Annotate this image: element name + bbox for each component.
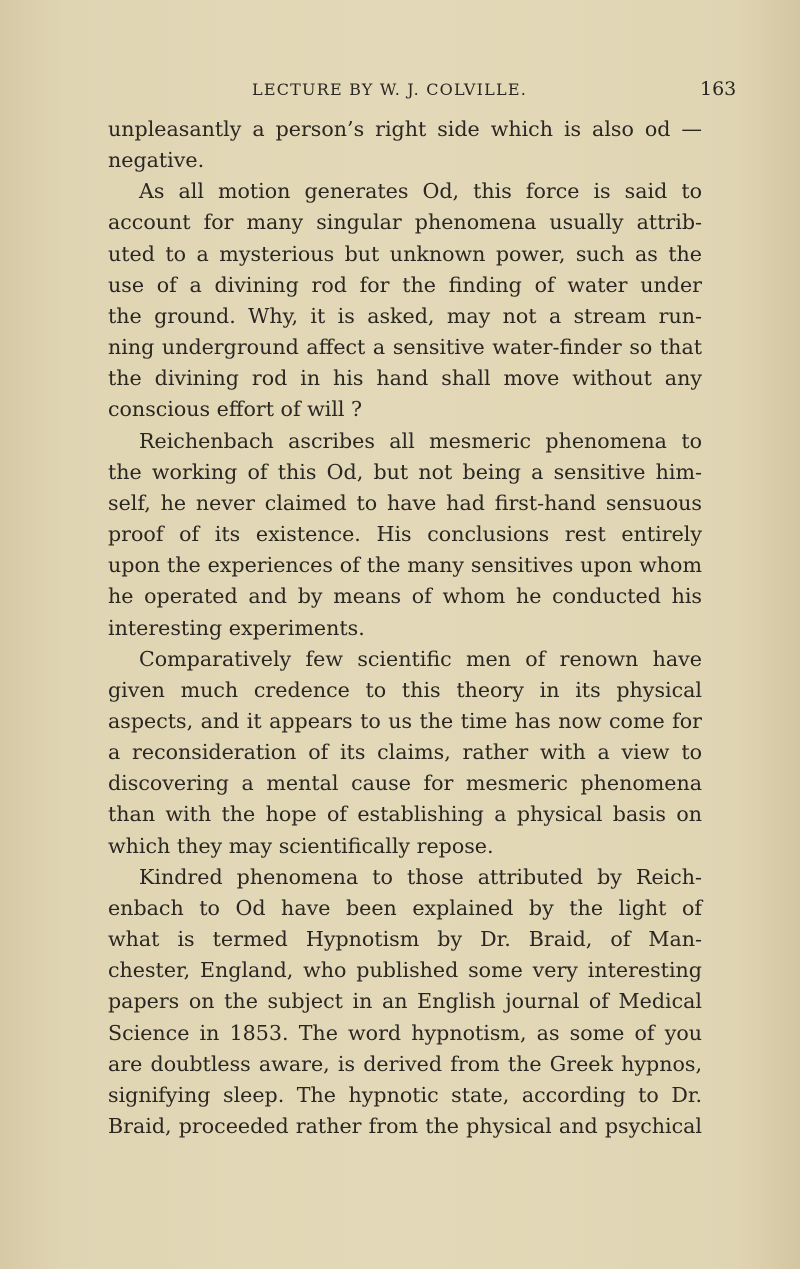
text-line: uted to a mysterious but unknown power, such as the xyxy=(108,241,702,266)
text-line: use of a divining rod for the finding of water under xyxy=(108,272,702,297)
text-line: are doubtless aware, is derived from the Greek hypnos, xyxy=(108,1051,702,1076)
text-line: papers on the subject in an English journal of Medical xyxy=(108,989,702,1014)
text-line: given much credence to this theory in its physical xyxy=(108,677,702,702)
text-line: Kindred phenomena to those attributed by Reich- xyxy=(139,864,702,889)
text-line: Reichenbach ascribes all mesmeric phenomena to xyxy=(139,428,702,453)
text-line: which they may scientifically repose. xyxy=(108,833,494,858)
text-line: account for many singular phenomena usually attrib- xyxy=(108,210,702,235)
text-line: the working of this Od, but not being a sensitive him- xyxy=(108,459,702,484)
text-line: Science in 1853. The word hypnotism, as some of you xyxy=(108,1020,702,1045)
text-line: conscious effort of will ? xyxy=(108,397,363,422)
text-line: enbach to Od have been explained by the light of xyxy=(108,895,702,920)
text-line: interesting experiments. xyxy=(108,615,365,640)
text-line: the divining rod in his hand shall move without any xyxy=(108,366,702,391)
text-line: chester, England, who published some very interesting xyxy=(108,958,702,983)
text-line: ning underground affect a sensitive water-finder so that xyxy=(108,335,702,360)
text-line: negative. xyxy=(108,148,205,173)
text-line: a reconsideration of its claims, rather with a view to xyxy=(108,740,702,765)
text-line: unpleasantly a person’s right side which is also od — xyxy=(108,117,702,141)
text-line: self, he never claimed to have had first-hand sensuous xyxy=(108,490,702,515)
text-line: aspects, and it appears to us the time has now come for xyxy=(108,708,702,733)
text-line: proof of its existence. His conclusions rest entirely xyxy=(108,522,702,547)
text-line: signifying sleep. The hypnotic state, according to Dr. xyxy=(108,1082,702,1107)
text-line: As all motion generates Od, this force is said to xyxy=(139,179,702,204)
text-line: the ground. Why, it is asked, may not a stream run- xyxy=(108,303,702,328)
page-number: 163 xyxy=(700,78,737,100)
text-line: than with the hope of establishing a physical basis on xyxy=(108,802,702,827)
text-line: Braid, proceeded rather from the physical and psychical xyxy=(108,1114,702,1138)
running-head: LECTURE BY W. J. COLVILLE. xyxy=(252,80,527,99)
text-line: Comparatively few scientific men of renown have xyxy=(139,646,702,671)
text-line: what is termed Hypnotism by Dr. Braid, of Man- xyxy=(108,927,702,952)
text-line: upon the experiences of the many sensitives upon whom xyxy=(108,553,702,578)
text-line: he operated and by means of whom he conducted his xyxy=(108,584,702,609)
body-text xyxy=(108,114,702,1142)
text-line: discovering a mental cause for mesmeric phenomena xyxy=(108,771,702,796)
